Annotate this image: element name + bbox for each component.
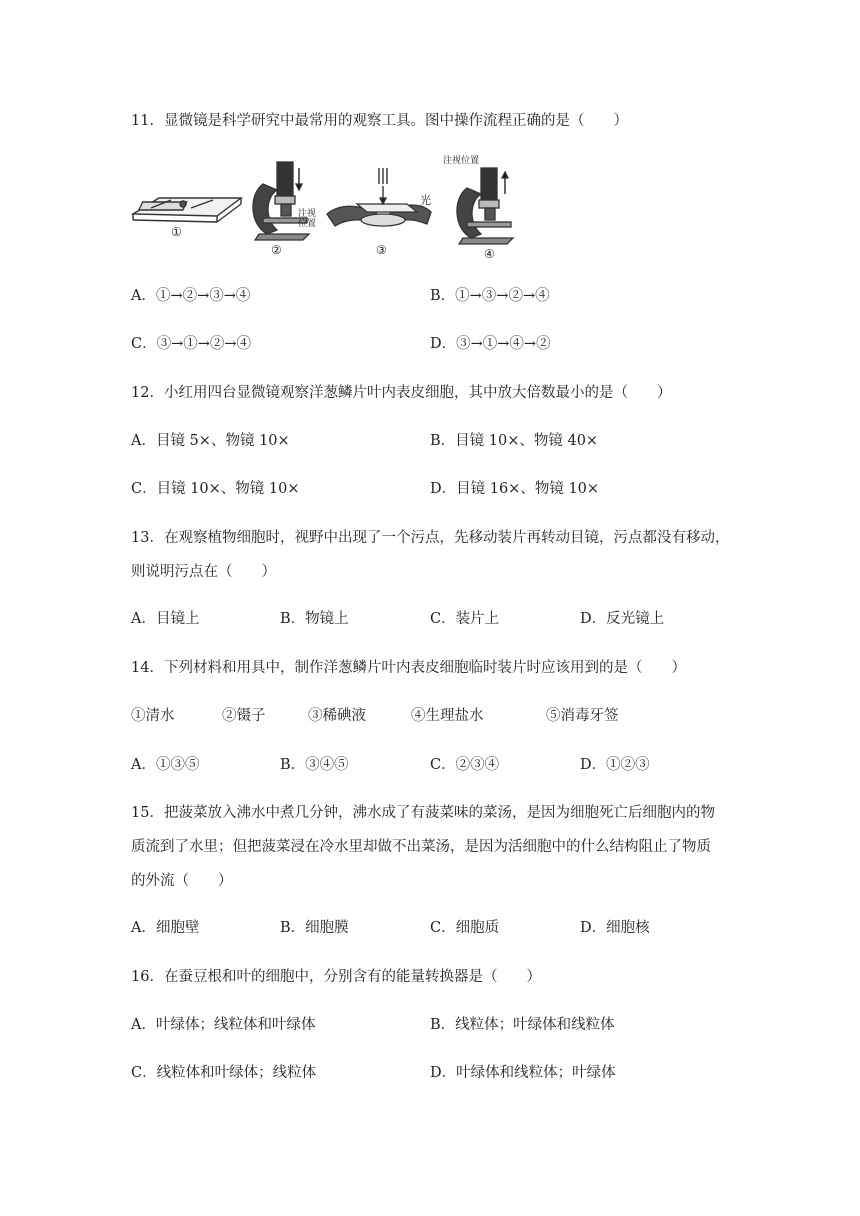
q13-option-b[interactable]: B．物镜上 xyxy=(280,611,349,627)
q14-material-4: ④生理盐水 xyxy=(411,708,484,724)
microscope-procedure-figure xyxy=(131,154,521,264)
q11-stem: 11．显微镜是科学研究中最常用的观察工具。图中操作流程正确的是（ ） xyxy=(131,113,628,129)
q11-option-c[interactable]: C．③→①→②→④ xyxy=(131,336,252,352)
q15-stem-line-3: 的外流（ ） xyxy=(131,873,233,889)
q16-option-c[interactable]: C．线粒体和叶绿体；线粒体 xyxy=(131,1065,317,1081)
figure-panel-4 xyxy=(457,168,513,244)
q14-material-2: ②镊子 xyxy=(222,708,266,724)
figure-panel-1 xyxy=(133,198,241,222)
q13-option-d[interactable]: D．反光镜上 xyxy=(580,611,665,627)
q13-option-c[interactable]: C．装片上 xyxy=(430,611,500,627)
q16-option-a[interactable]: A．叶绿体；线粒体和叶绿体 xyxy=(131,1017,316,1033)
q14-option-d[interactable]: D．①②③ xyxy=(580,757,650,773)
q13-stem-line-1: 13．在观察植物细胞时，视野中出现了一个污点，先移动装片再转动目镜，污点都没有移动， xyxy=(131,530,730,546)
q16-option-d[interactable]: D．叶绿体和线粒体；叶绿体 xyxy=(430,1065,616,1081)
figure-caption-watch-2a: 注视 xyxy=(298,209,317,219)
figure-label-3: ③ xyxy=(376,243,387,257)
q15-option-b[interactable]: B．细胞膜 xyxy=(280,920,349,936)
figure-caption-watch-4: 注视位置 xyxy=(443,156,480,166)
figure-caption-light: 光 xyxy=(420,194,431,207)
q11-option-b[interactable]: B．①→③→②→④ xyxy=(430,288,550,304)
q14-material-1: ①清水 xyxy=(131,708,175,724)
q15-stem-line-1: 15．把菠菜放入沸水中煮几分钟，沸水成了有菠菜味的菜汤，是因为细胞死亡后细胞内的物 xyxy=(131,805,715,821)
figure-panel-3 xyxy=(327,168,431,226)
figure-caption-watch-2b: 位置 xyxy=(298,219,317,229)
q11-option-d[interactable]: D．③→①→④→② xyxy=(430,336,551,352)
q15-option-a[interactable]: A．细胞壁 xyxy=(131,920,200,936)
q16-option-b[interactable]: B．线粒体；叶绿体和线粒体 xyxy=(430,1017,615,1033)
q13-stem-line-2: 则说明污点在（ ） xyxy=(131,564,276,580)
q14-stem: 14．下列材料和用具中，制作洋葱鳞片叶内表皮细胞临时装片时应该用到的是（ ） xyxy=(131,660,686,676)
q14-material-3: ③稀碘液 xyxy=(308,708,366,724)
q15-stem-line-2: 质流到了水里；但把菠菜浸在冷水里却做不出菜汤，是因为活细胞中的什么结构阻止了物质 xyxy=(131,839,711,855)
q15-option-c[interactable]: C．细胞质 xyxy=(430,920,500,936)
q12-option-c[interactable]: C．目镜 10×、物镜 10× xyxy=(131,481,300,497)
q16-stem: 16．在蚕豆根和叶的细胞中，分别含有的能量转换器是（ ） xyxy=(131,969,541,985)
q13-option-a[interactable]: A．目镜上 xyxy=(131,611,200,627)
q14-option-c[interactable]: C．②③④ xyxy=(430,757,500,773)
figure-label-2: ② xyxy=(271,243,282,257)
q12-stem: 12．小红用四台显微镜观察洋葱鳞片叶内表皮细胞，其中放大倍数最小的是（ ） xyxy=(131,385,672,401)
q14-option-a[interactable]: A．①③⑤ xyxy=(131,757,200,773)
q12-option-d[interactable]: D．目镜 16×、物镜 10× xyxy=(430,481,600,497)
q12-option-a[interactable]: A．目镜 5×、物镜 10× xyxy=(131,433,290,449)
q12-option-b[interactable]: B．目镜 10×、物镜 40× xyxy=(430,433,599,449)
figure-label-4: ④ xyxy=(484,247,495,261)
q11-option-a[interactable]: A．①→②→③→④ xyxy=(131,288,251,304)
q14-option-b[interactable]: B．③④⑤ xyxy=(280,757,349,773)
q14-material-5: ⑤消毒牙签 xyxy=(546,708,619,724)
q15-option-d[interactable]: D．细胞核 xyxy=(580,920,650,936)
figure-label-1: ① xyxy=(171,225,182,239)
